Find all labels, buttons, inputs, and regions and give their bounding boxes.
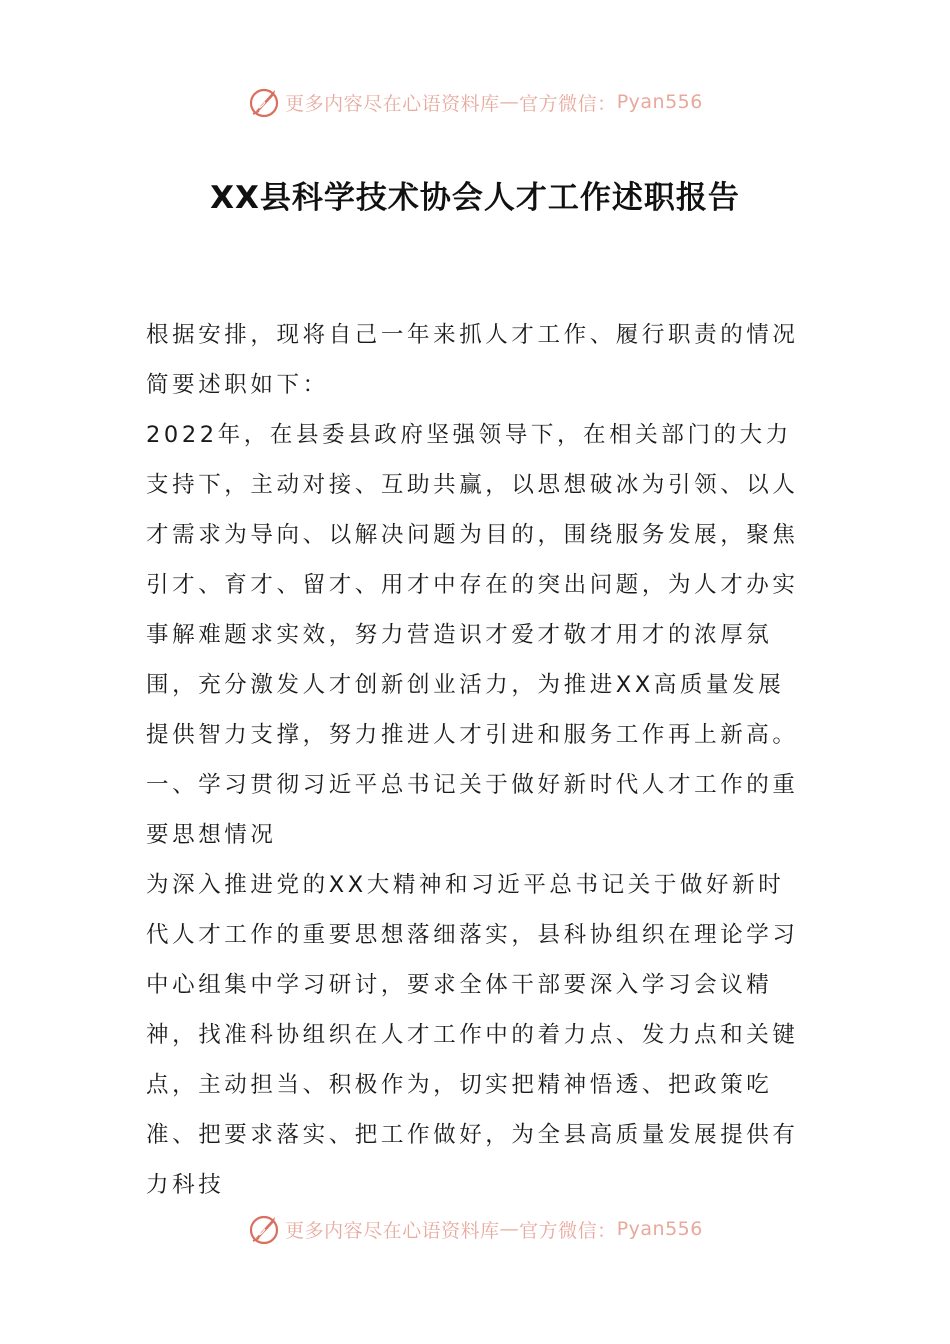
watermark-wechat-label: 官方微信：: [519, 92, 617, 115]
footer-watermark: [0, 1209, 950, 1249]
quill-logo-icon: [247, 84, 283, 120]
watermark-wechat-id: Pyan556: [616, 1218, 703, 1240]
header-watermark: [0, 82, 950, 122]
watermark-dash: —: [499, 91, 520, 113]
watermark-dash: —: [499, 1218, 520, 1240]
watermark-wechat-label: 官方微信：: [519, 1219, 617, 1242]
paragraph-section-1: 为深入推进党的XX大精神和习近平总书记关于做好新时代人才工作的重要思想落细落实，县科协组织在理论学习中心组集中学习研讨，要求全体干部要深入学习会议精神，找准科协组织在人才工作中的着力点、发力点和关键点，主动担当、积极作为，切实把精神悟透、把政策吃准、把要求落实、把工作做好，为全县高质量发展提供有力科技: [146, 872, 799, 1198]
paragraph-summary: 2022年，在县委县政府坚强领导下，在相关部门的大力支持下，主动对接、互助共赢，以思想破冰为引领、以人才需求为导向、以解决问题为目的，围绕服务发展，聚焦引才、育才、留才、用才中存在的突出问题，为人才办实事解难题求实效，努力营造识才爱才敬才用才的浓厚氛围，充分激发人才创新创业活力，为推进XX高质量发展提供智力支撑，努力推进人才引进和服务工作再上新高。: [146, 422, 799, 748]
quill-logo-icon: [247, 1211, 283, 1247]
watermark-wechat-id: Pyan556: [616, 91, 703, 113]
document-title: XX县科学技术协会人才工作述职报告: [210, 180, 740, 216]
document-body: [146, 310, 806, 1210]
section-heading-1: 一、学习贯彻习近平总书记关于做好新时代人才工作的重要思想情况: [146, 772, 799, 848]
paragraph-intro: 根据安排，现将自己一年来抓人才工作、履行职责的情况简要述职如下：: [146, 322, 799, 398]
watermark-text: 更多内容尽在心语资料库: [285, 1219, 500, 1242]
watermark-text: 更多内容尽在心语资料库: [285, 92, 500, 115]
